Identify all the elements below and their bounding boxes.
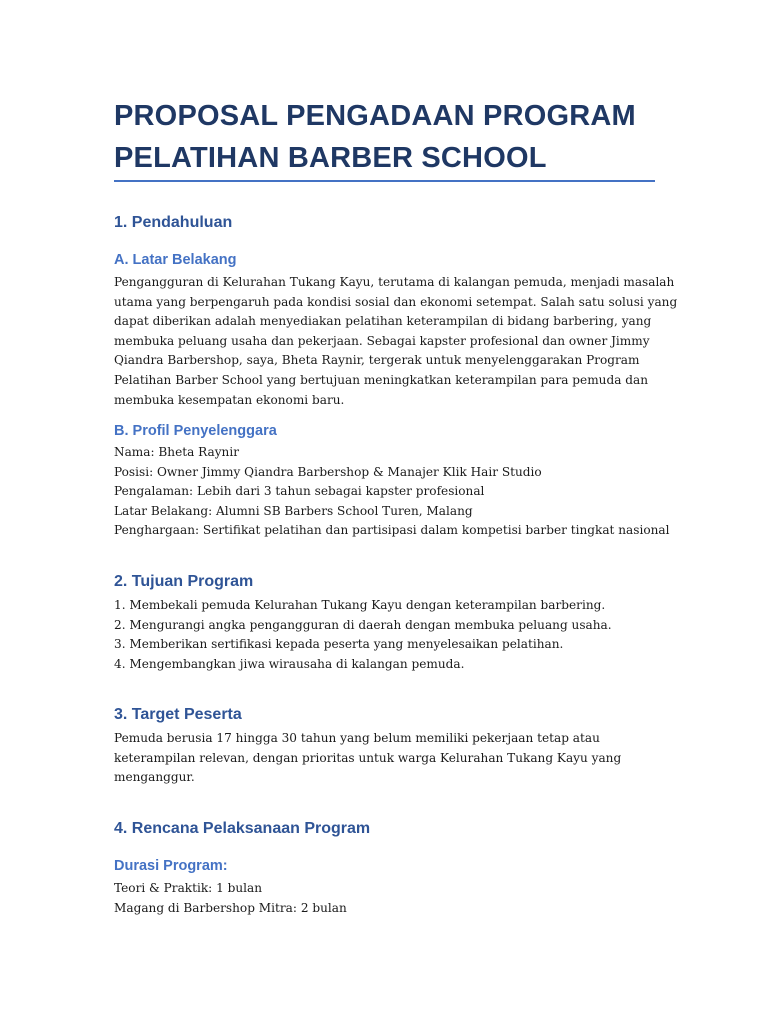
section-heading-pendahuluan: 1. Pendahuluan (114, 214, 233, 231)
paragraph-line: Qiandra Barbershop, saya, Bheta Raynir, tergerak untuk menyelenggarakan Program (114, 353, 640, 368)
profil-list (114, 443, 670, 541)
section-heading-target: 3. Target Peserta (114, 706, 242, 723)
paragraph-line: Pemuda berusia 17 hingga 30 tahun yang belum memiliki pekerjaan tetap atau (114, 731, 600, 745)
title-underline (114, 180, 655, 182)
section-heading-tujuan: 2. Tujuan Program (114, 573, 254, 590)
tujuan-item: 4. Mengembangkan jiwa wirausaha di kalangan pemuda. (114, 656, 465, 671)
paragraph-line: membuka kesempatan ekonomi baru. (114, 392, 345, 407)
paragraph-line: Pengangguran di Kelurahan Tukang Kayu, terutama di kalangan pemuda, menjadi masalah (114, 275, 675, 289)
title-line: PROPOSAL PENGADAAN PROGRAM (114, 100, 636, 132)
profil-item: Posisi: Owner Jimmy Qiandra Barbershop & Manajer Klik Hair Studio (114, 464, 542, 479)
paragraph-line: utama yang berpengaruh pada kondisi sosial dan ekonomi setempat. Salah satu solusi yang (114, 294, 678, 309)
tujuan-item: 1. Membekali pemuda Kelurahan Tukang Kayu dengan keterampilan barbering. (114, 598, 606, 612)
durasi-list (114, 879, 656, 918)
tujuan-item: 2. Mengurangi angka pengangguran di daerah dengan membuka peluang usaha. (114, 617, 612, 632)
target-paragraph (114, 729, 656, 788)
subsection-heading-profil: B. Profil Penyelenggara (114, 423, 277, 439)
latar-belakang-paragraph (114, 273, 678, 410)
title-line: PELATIHAN BARBER SCHOOL (114, 142, 547, 174)
paragraph-line: membuka peluang usaha dan pekerjaan. Sebagai kapster profesional dan owner Jimmy (114, 333, 650, 348)
durasi-item: Teori & Praktik: 1 bulan (114, 881, 263, 895)
section-heading-rencana: 4. Rencana Pelaksanaan Program (114, 820, 371, 837)
profil-item: Latar Belakang: Alumni SB Barbers School Turen, Malang (114, 503, 473, 518)
document-title (114, 95, 656, 179)
profil-item: Pengalaman: Lebih dari 3 tahun sebagai kapster profesional (114, 484, 485, 499)
profil-item: Nama: Bheta Raynir (114, 445, 240, 459)
subsection-heading-latar-belakang: A. Latar Belakang (114, 252, 237, 268)
paragraph-line: menganggur. (114, 770, 195, 785)
profil-item: Penghargaan: Sertifikat pelatihan dan partisipasi dalam kompetisi barber tingkat nasional (114, 523, 670, 538)
paragraph-line: dapat diberikan adalah menyediakan pelatihan keterampilan di bidang barbering, yang (114, 314, 652, 329)
tujuan-item: 3. Memberikan sertifikasi kepada peserta yang menyelesaikan pelatihan. (114, 637, 564, 652)
subsection-heading-durasi: Durasi Program: (114, 858, 228, 874)
paragraph-line: keterampilan relevan, dengan prioritas untuk warga Kelurahan Tukang Kayu yang (114, 750, 622, 765)
durasi-item: Magang di Barbershop Mitra: 2 bulan (114, 900, 347, 915)
paragraph-line: Pelatihan Barber School yang bertujuan meningkatkan keterampilan para pemuda dan (114, 372, 648, 387)
tujuan-list (114, 596, 656, 674)
